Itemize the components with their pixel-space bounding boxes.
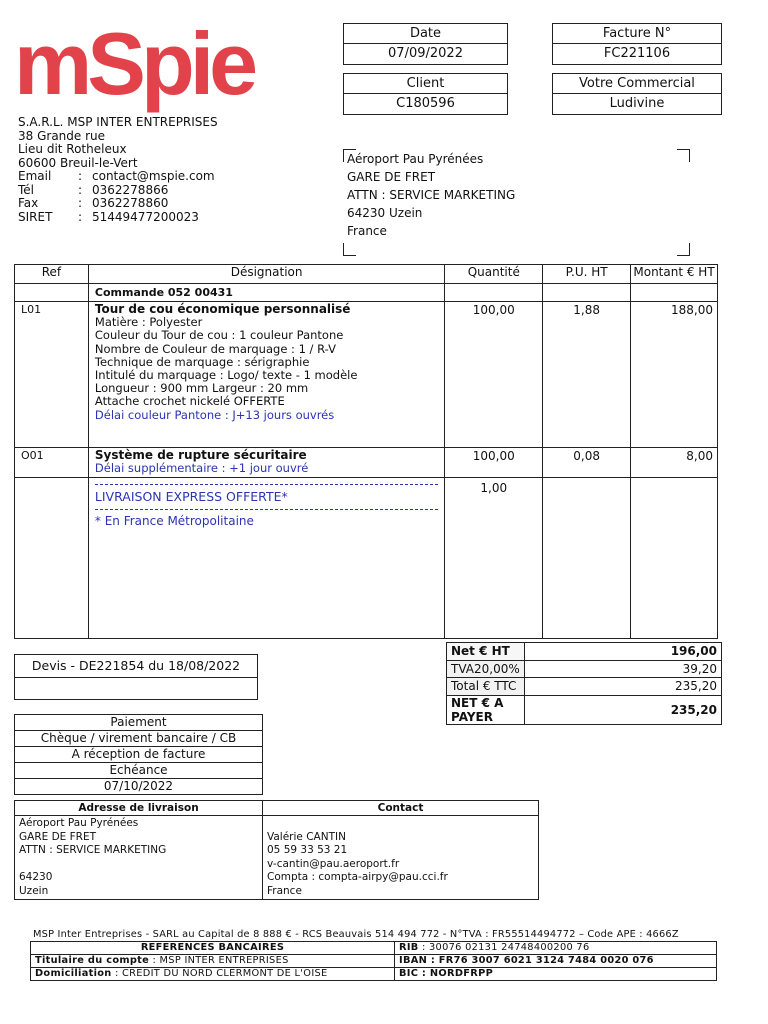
invoice-label: Facture N° [553, 24, 721, 44]
item-unit-price: 1,88 [543, 302, 631, 448]
tva-value: 39,20 [524, 660, 721, 678]
invoice-box [552, 23, 722, 65]
net-ht-value: 196,00 [524, 643, 721, 661]
recipient-address [347, 150, 515, 240]
ttc-label: Total € TTC [447, 678, 525, 696]
item-note: Délai couleur Pantone : J+13 jours ouvrés [94, 407, 335, 422]
item-qty: 100,00 [445, 448, 543, 478]
recipient-line: GARE DE FRET [347, 170, 436, 184]
payment-title: Paiement [15, 715, 263, 731]
contact-email: v-cantin@pau.aeroport.fr [267, 857, 400, 870]
legal-footer: MSP Inter Entreprises - SARL au Capital de 8 888 € - RCS Beauvais 514 494 772 - N°TVA : FR55514494772 – Code APE : 4666Z [33, 929, 679, 940]
item-unit-price: 0,08 [543, 448, 631, 478]
dashed-divider [95, 484, 438, 485]
sender-email: Email : contact@mspie.com [18, 169, 215, 183]
address-corner-br [677, 243, 690, 256]
recipient-line: 64230 Uzein [347, 206, 423, 220]
bank-bic: BIC : NORDFRPP [395, 968, 717, 981]
client-label: Client [344, 74, 507, 94]
bank-rib: RIB : 30076 02131 24748400200 76 [395, 942, 717, 955]
item-detail: Attache crochet nickelé OFFERTE [94, 394, 285, 409]
delivery-line: Aéroport Pau Pyrénées [19, 817, 139, 829]
item-qty: 100,00 [445, 302, 543, 448]
delivery-line: GARE DE FRET [19, 830, 97, 843]
sender-address [18, 116, 218, 224]
bank-domiciliation: Domiciliation : CREDIT DU NORD CLERMONT DE L'OISE [31, 968, 395, 981]
delivery-table [14, 800, 539, 900]
express-note: * En France Métropolitaine [94, 514, 254, 528]
bank-references [30, 941, 717, 981]
payment-method: Chèque / virement bancaire / CB [15, 731, 263, 747]
contact-details [263, 816, 539, 900]
sales-box [552, 73, 722, 115]
contact-accounting: Compta : compta-airpy@pau.cci.fr [267, 871, 448, 883]
tva-label: TVA20,00% [447, 660, 525, 678]
col-ref: Ref [15, 265, 89, 284]
item-note: Délai supplémentaire : +1 jour ouvré [94, 461, 309, 476]
item-qty: 1,00 [445, 478, 543, 639]
sender-fax: Fax : 0362278860 [18, 196, 169, 210]
item-title: Tour de cou économique personnalisé [94, 302, 351, 316]
date-label: Date [344, 24, 507, 44]
delivery-line: 64230 [19, 871, 53, 883]
recipient-line: France [347, 224, 387, 238]
quote-box [14, 654, 258, 700]
ttc-value: 235,20 [524, 678, 721, 696]
item-detail: Nombre de Couleur de marquage : 1 / R-V [94, 341, 336, 356]
contact-country: France [267, 884, 302, 897]
sender-addr2: Lieu dit Rotheleux [18, 142, 127, 156]
bank-holder: Titulaire du compte : MSP INTER ENTREPRISES [31, 955, 395, 968]
sender-addr1: 38 Grande rue [18, 128, 106, 143]
col-unit-price: P.U. HT [543, 265, 631, 284]
sender-name: S.A.R.L. MSP INTER ENTREPRISES [18, 115, 218, 129]
table-row [15, 302, 718, 448]
table-row [15, 448, 718, 478]
contact-phone: 05 59 33 53 21 [267, 844, 348, 856]
payment-terms: A réception de facture [15, 747, 263, 763]
invoice-number: FC221106 [603, 46, 671, 61]
item-detail: Longueur : 900 mm Largeur : 20 mm [94, 381, 309, 396]
item-detail: Matière : Polyester [94, 315, 203, 330]
delivery-line: ATTN : SERVICE MARKETING [19, 844, 167, 856]
express-delivery: LIVRAISON EXPRESS OFFERTE* [94, 489, 288, 504]
address-corner-tr [677, 149, 690, 162]
bank-title: REFERENCES BANCAIRES [31, 942, 395, 955]
recipient-line: Aéroport Pau Pyrénées [347, 152, 484, 166]
col-amount: Montant € HT [631, 265, 718, 284]
due-title: Echéance [15, 763, 263, 779]
order-number: Commande 052 00431 [88, 284, 444, 302]
date-box [343, 23, 508, 65]
sales-name: Ludivine [609, 96, 665, 111]
item-detail: Intitulé du marquage : Logo/ texte - 1 modèle [94, 368, 358, 383]
net-to-pay-label: NET € A PAYER [447, 695, 525, 724]
item-title: Système de rupture sécuritaire [94, 448, 307, 462]
col-designation: Désignation [88, 265, 444, 284]
totals-table [446, 642, 722, 725]
sender-addr3: 60600 Breuil-le-Vert [18, 155, 138, 170]
payment-table [14, 714, 263, 795]
item-amount: 188,00 [631, 302, 718, 448]
delivery-line: Uzein [19, 884, 49, 897]
recipient-line: ATTN : SERVICE MARKETING [347, 188, 516, 202]
item-amount: 8,00 [631, 448, 718, 478]
contact-name: Valérie CANTIN [267, 830, 346, 843]
quote-reference: Devis - DE221854 du 18/08/2022 [15, 655, 257, 678]
dashed-divider [95, 509, 438, 510]
invoice-lines-table [14, 264, 718, 639]
company-logo: mSpie [14, 14, 254, 113]
sender-siret: SIRET : 51449477200023 [18, 209, 199, 224]
col-quantity: Quantité [445, 265, 543, 284]
net-ht-label: Net € HT [447, 643, 525, 661]
client-box [343, 73, 508, 115]
item-ref: O01 [15, 448, 89, 478]
item-detail: Technique de marquage : sérigraphie [94, 354, 310, 369]
due-date: 07/10/2022 [15, 779, 263, 795]
date-value: 07/09/2022 [388, 46, 463, 61]
net-to-pay-value: 235,20 [524, 695, 721, 724]
address-corner-bl [343, 243, 356, 256]
contact-title: Contact [263, 801, 539, 816]
sender-phone: Tél : 0362278866 [18, 182, 169, 197]
item-detail: Couleur du Tour de cou : 1 couleur Pantone [94, 328, 344, 343]
delivery-title: Adresse de livraison [15, 801, 263, 816]
sales-label: Votre Commercial [553, 74, 721, 94]
table-row [15, 478, 718, 639]
bank-iban: IBAN : FR76 3007 6021 3124 7484 0020 076 [395, 955, 717, 968]
item-ref: L01 [15, 302, 89, 448]
delivery-address [15, 816, 263, 900]
client-code: C180596 [396, 96, 455, 111]
